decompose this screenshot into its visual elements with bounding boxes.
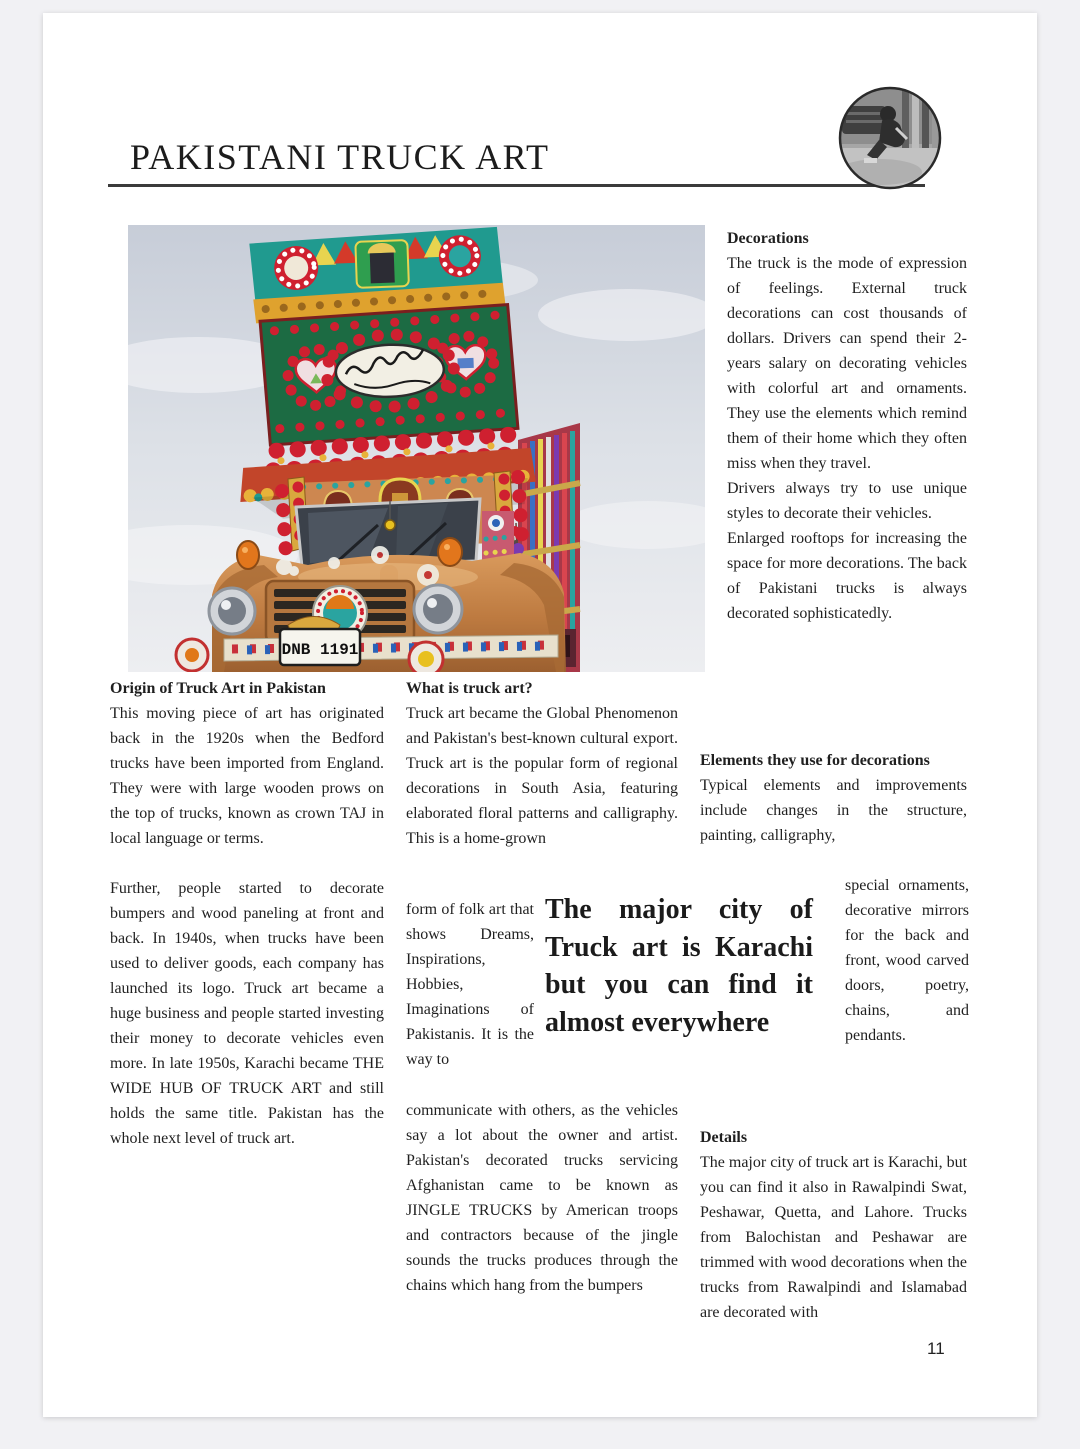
- section-what-is-truck-art: [406, 676, 678, 851]
- magazine-page: [43, 13, 1037, 1417]
- section-details: [700, 1125, 967, 1325]
- bumper: [224, 635, 558, 661]
- decorations-paragraph-3: Enlarged rooftops for increasing the space for more decorations. The back of Pakistani trucks is always decorated sophisticatedly.: [727, 530, 967, 622]
- what-is-paragraph-bottom: communicate with others, as the vehicles say a lot about the owner and artist. Pakistan's decorated trucks servicing Afghanistan came to be known as JINGLE TRUCKS by American troops and contractors because of the jingle sounds the trucks produces through the chains which hang from the bumpers: [406, 1102, 678, 1294]
- details-paragraph: The major city of truck art is Karachi, but you can find it also in Rawalpindi Swat, Peshawar, Quetta, and Lahore. Trucks from Balochistan and Peshawar are trimmed with wood decorations when the trucks from Rawalpindi and Islamabad are decorated with: [700, 1154, 968, 1321]
- decorations-paragraph-2: Drivers always try to use unique styles to decorate their vehicles.: [727, 480, 967, 522]
- section-decorations: [727, 226, 967, 626]
- origin-heading: Origin of Truck Art in Pakistan: [110, 680, 326, 697]
- signal-light-left: [237, 541, 259, 569]
- page-title: PAKISTANI TRUCK ART: [130, 137, 550, 177]
- license-plate-text: DNB 1191: [281, 641, 359, 659]
- elements-heading: Elements they use for decorations: [700, 752, 930, 769]
- decorations-paragraph-1: The truck is the mode of expression of feelings. External truck decorations can cost thousands of dollars. Drivers can spend their 2-years salary on decorating vehicles with colorful art and ornaments. They use the elements which remind them of their home which they often miss when they travel.: [727, 255, 967, 472]
- decorations-heading: Decorations: [727, 230, 809, 247]
- origin-paragraph-1: This moving piece of art has originated back in the 1920s when the Bedford trucks have been imported from England. They were with large wooden prows on the top of trucks, known as crown TAJ in local language or terms.: [110, 705, 384, 847]
- origin-paragraph-2: Further, people started to decorate bumpers and wood paneling at front and back. In 1940s, when trucks have been used to deliver goods, each company has launched its logo. Truck art became a huge business and people started investing their money to decorate vehicles even more. In late 1950s, Karachi became THE WIDE HUB OF TRUCK ART and still holds the same title. Pakistan has the whole next level of truck art.: [110, 880, 384, 1147]
- title-divider: [108, 184, 925, 187]
- elements-paragraph-wide: Typical elements and improvements include changes in the structure, painting, calligraphy,: [700, 777, 967, 844]
- what-is-paragraph-narrow: form of folk art that shows Dreams, Inspirations, Hobbies, Imaginations of Pakistanis. It is the way to: [406, 901, 534, 1068]
- headlight-right: [414, 585, 462, 633]
- page-number: 11: [927, 1339, 945, 1358]
- section-elements: [700, 748, 967, 848]
- section-origin: [110, 676, 384, 1151]
- calligraphy-panel: [325, 333, 455, 409]
- pull-quote: The major city of Truck art is Karachi but you can find it almost everywhere: [545, 894, 813, 1038]
- details-heading: Details: [700, 1129, 748, 1146]
- what-is-paragraph-wide: Truck art became the Global Phenomenon and Pakistan's best-known cultural export. Truck art is the popular form of regional decorations in South Asia, featuring elaborated floral patterns and calligraphy. This is a home-grown: [406, 705, 678, 847]
- bumper-shield-right: [409, 642, 443, 672]
- truck-illustration: [128, 225, 705, 672]
- bumper-shield-left: [176, 639, 208, 671]
- truck-photo: [128, 225, 705, 672]
- header-photo-illustration: [838, 86, 942, 190]
- elements-paragraph-narrow: special ornaments, decorative mirrors for the back and front, wood carved doors, poetry, chains, and pendants.: [845, 877, 969, 1044]
- headlight-left: [209, 588, 255, 634]
- header-photo: [838, 86, 942, 190]
- signal-light-right: [438, 538, 462, 566]
- what-is-heading: What is truck art?: [406, 680, 533, 697]
